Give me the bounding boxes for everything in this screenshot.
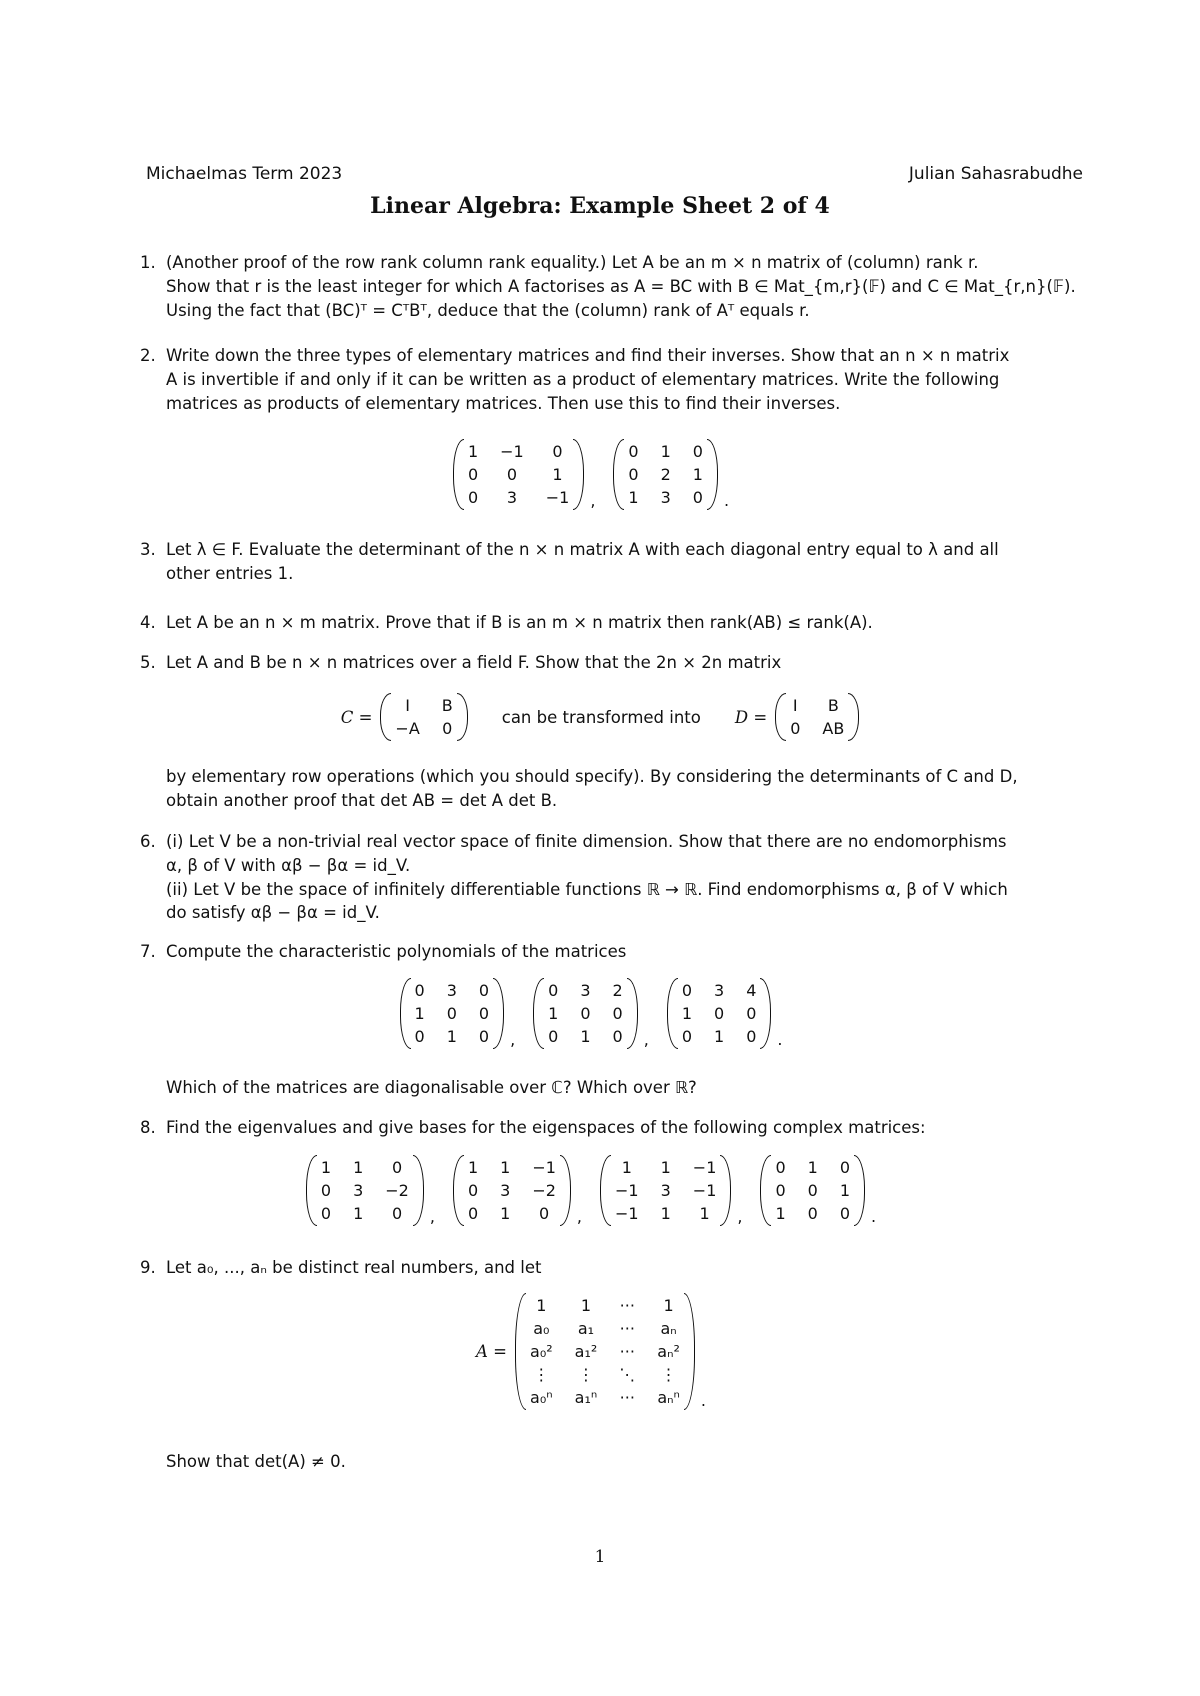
- matrix-entry: B: [827, 696, 839, 715]
- matrix-entry: 0: [775, 1181, 786, 1200]
- problem-3: [140, 538, 1084, 586]
- matrix-entry: 0: [467, 488, 479, 507]
- matrix-entry: 1: [699, 1204, 710, 1223]
- matrix-entry: 0: [478, 1004, 490, 1023]
- left-paren: [600, 1155, 611, 1226]
- matrix-entry: 0: [580, 1004, 591, 1023]
- matrix: [400, 978, 505, 1049]
- problem-line: (ii) Let V be the space of infinitely differentiable functions ℝ → ℝ. Find endomorphisms α, β of V which: [166, 879, 1008, 899]
- matrix-entry: −1: [615, 1204, 639, 1223]
- left-paren: [613, 439, 624, 510]
- matrix-entry: 2: [660, 465, 671, 484]
- matrix-entry: a₁²: [574, 1342, 598, 1361]
- matrix-entry: 0: [467, 1204, 479, 1223]
- matrix-entry: 0: [320, 1181, 332, 1200]
- matrix-entry: 1: [353, 1204, 364, 1223]
- matrix-entry: −2: [532, 1181, 556, 1200]
- matrix-entry: 0: [775, 1158, 786, 1177]
- matrix-entry: −A: [395, 719, 420, 738]
- matrix-entry: 1: [467, 1158, 479, 1177]
- right-paren: [413, 1155, 424, 1226]
- right-paren: [573, 439, 584, 510]
- matrix-entry: 3: [580, 981, 591, 1000]
- problem-line: (Another proof of the row rank column rank equality.) Let A be an m × n matrix of (column) rank r.: [166, 253, 979, 272]
- matrix: [613, 439, 718, 510]
- problem-4: [140, 611, 1084, 635]
- problem-5-continued: [140, 765, 1084, 813]
- matrix-entry: 1: [320, 1158, 332, 1177]
- left-paren: [775, 693, 786, 741]
- problem-number: 6.: [140, 832, 156, 851]
- matrix: [453, 439, 584, 510]
- problem-line: A is invertible if and only if it can be written as a product of elementary matrices. Write the following: [166, 369, 1000, 389]
- matrix-entry: −1: [545, 488, 570, 507]
- left-paren: [515, 1293, 526, 1410]
- left-paren: [380, 693, 391, 741]
- matrix-entry: 0: [807, 1204, 818, 1223]
- problem-line: obtain another proof that det AB = det A det B.: [166, 790, 558, 810]
- matrix-entry: ⋮: [577, 1365, 594, 1384]
- matrix-entry: 0: [467, 465, 479, 484]
- matrix-entry: 0: [692, 488, 703, 507]
- problem-line: Let λ ∈ F. Evaluate the determinant of the n × n matrix A with each diagonal entry equal to λ and all: [166, 540, 999, 559]
- matrix-entry: 0: [681, 1027, 693, 1046]
- problem-9: [140, 1256, 1084, 1280]
- matrix-entry: 1: [548, 1004, 559, 1023]
- matrix-entry: aₙ²: [657, 1342, 680, 1361]
- matrix-entry: 1: [775, 1204, 786, 1223]
- problem-line: Show that det(A) ≠ 0.: [166, 1452, 346, 1471]
- problem-number: 3.: [140, 540, 156, 559]
- problem-number: 7.: [140, 942, 156, 961]
- matrix-entry: 0: [628, 442, 639, 461]
- matrix-entry: 1: [500, 1158, 511, 1177]
- matrix-entry: 0: [746, 1027, 757, 1046]
- problem-7: [140, 940, 1084, 964]
- matrix: [533, 978, 638, 1049]
- left-paren: [453, 439, 464, 510]
- problem-8: [140, 1116, 1084, 1140]
- problem-line: other entries 1.: [166, 563, 294, 583]
- matrix-entry: 3: [506, 488, 518, 507]
- matrix: [667, 978, 772, 1049]
- matrix-entry: 3: [446, 981, 457, 1000]
- problem-5-display: [0, 693, 1200, 741]
- matrix-entry: 0: [548, 981, 559, 1000]
- matrix-entry: 1: [660, 442, 671, 461]
- matrix-entry: 1: [580, 1296, 592, 1315]
- matrix-entry: aₙⁿ: [657, 1388, 680, 1407]
- matrix-entry: 1: [681, 1004, 693, 1023]
- matrix-entry: 0: [612, 1027, 623, 1046]
- matrix-entry: −1: [615, 1181, 639, 1200]
- matrix-entry: −1: [500, 442, 524, 461]
- matrix-entry: 1: [692, 465, 703, 484]
- matrix-entry: ···: [619, 1388, 635, 1407]
- matrix-entry: B: [441, 696, 453, 715]
- matrix: [760, 1155, 865, 1226]
- problem-2-matrices: 1 −1 0 0 0 1 0 3 −1 , 0 1 0 0 2 1 1 3 0 .: [0, 439, 1200, 510]
- right-paren: [720, 1155, 731, 1226]
- matrix-entry: ⋮: [660, 1365, 677, 1384]
- matrix: [453, 1155, 571, 1226]
- problem-5: [140, 651, 1084, 675]
- matrix-entry: AB: [822, 719, 845, 738]
- problem-number: 9.: [140, 1258, 156, 1277]
- matrix-entry: 3: [500, 1181, 511, 1200]
- left-paren: [667, 978, 678, 1049]
- problem-line: Using the fact that (BC)ᵀ = CᵀBᵀ, deduce that the (column) rank of Aᵀ equals r.: [166, 300, 810, 320]
- right-paren: [707, 439, 718, 510]
- matrix-entry: a₁: [577, 1319, 595, 1338]
- right-paren: [457, 693, 468, 741]
- matrix-entry: 0: [391, 1204, 403, 1223]
- problem-9-continued: [140, 1450, 1084, 1474]
- problem-line: Write down the three types of elementary matrices and find their inverses. Show that an n × n matrix: [166, 346, 1010, 365]
- problem-number: 5.: [140, 653, 156, 672]
- matrix-entry: 0: [414, 1027, 425, 1046]
- matrix-entry: 1: [663, 1296, 674, 1315]
- right-paren: [760, 978, 771, 1049]
- matrix-entry: 1: [552, 465, 563, 484]
- matrix-entry: 1: [807, 1158, 818, 1177]
- problem-line: Which of the matrices are diagonalisable over ℂ? Which over ℝ?: [166, 1078, 697, 1097]
- term-label: Michaelmas Term 2023: [146, 164, 343, 184]
- matrix-entry: I: [405, 696, 410, 715]
- matrix-entry: 3: [714, 981, 725, 1000]
- matrix-entry: 0: [746, 1004, 757, 1023]
- matrix-entry: 0: [692, 442, 703, 461]
- problem-line: do satisfy αβ − βα = id_V.: [166, 903, 380, 923]
- problem-number: 8.: [140, 1118, 156, 1137]
- right-paren: [684, 1293, 695, 1410]
- problem-number: 4.: [140, 613, 156, 632]
- matrix-entry: 1: [467, 442, 479, 461]
- matrix-entry: ···: [619, 1342, 635, 1361]
- matrix-entry: 0: [478, 1027, 490, 1046]
- a-label: A =: [476, 1342, 508, 1361]
- author-label: Julian Sahasrabudhe: [908, 164, 1083, 184]
- problem-7-matrices: 0 3 0 1 0 0 0 1 0 , 0 3 2 1 0 0 0 1 0 , 0 3 4 1 0 0 0 1 0 .: [0, 978, 1200, 1049]
- problem-line: Let a₀, ..., aₙ be distinct real numbers, and let: [166, 1258, 542, 1277]
- matrix: [775, 693, 859, 741]
- matrix-entry: 0: [714, 1004, 725, 1023]
- matrix-entry: a₀ⁿ: [530, 1388, 553, 1407]
- matrix-entry: 1: [446, 1027, 457, 1046]
- matrix-entry: I: [792, 696, 798, 715]
- matrix-entry: 0: [839, 1204, 851, 1223]
- problem-number: 1.: [140, 253, 156, 272]
- problem-number: 2.: [140, 346, 156, 365]
- matrix-entry: −2: [385, 1181, 409, 1200]
- matrix-entry: −1: [532, 1158, 556, 1177]
- problem-6: [140, 830, 1084, 925]
- matrix-entry: a₁ⁿ: [574, 1388, 598, 1407]
- matrix-entry: 1: [628, 488, 639, 507]
- matrix-entry: 0: [506, 465, 518, 484]
- left-paren: [533, 978, 544, 1049]
- matrix-entry: a₀: [533, 1319, 550, 1338]
- matrix-entry: ⋱: [619, 1365, 636, 1384]
- right-paren: [627, 978, 638, 1049]
- matrix-entry: 0: [552, 442, 563, 461]
- matrix-entry: 0: [807, 1181, 818, 1200]
- matrix-entry: 3: [660, 1181, 671, 1200]
- matrix-entry: 1: [839, 1181, 851, 1200]
- matrix: [306, 1155, 424, 1226]
- matrix-entry: 0: [548, 1027, 559, 1046]
- left-paren: [760, 1155, 771, 1226]
- matrix-entry: 0: [612, 1004, 623, 1023]
- matrix-entry: 2: [612, 981, 623, 1000]
- left-paren: [306, 1155, 317, 1226]
- matrix-entry: 0: [539, 1204, 550, 1223]
- matrix: [380, 693, 467, 741]
- matrix-entry: 1: [660, 1158, 671, 1177]
- transform-text: can be transformed into: [501, 707, 701, 727]
- matrix-entry: 1: [353, 1158, 364, 1177]
- matrix-entry: 0: [414, 981, 425, 1000]
- left-paren: [400, 978, 411, 1049]
- problem-line: Let A be an n × m matrix. Prove that if B is an m × n matrix then rank(AB) ≤ rank(A).: [166, 613, 873, 632]
- right-paren: [848, 693, 859, 741]
- matrix-entry: ···: [619, 1296, 635, 1315]
- left-paren: [453, 1155, 464, 1226]
- matrix-entry: 0: [839, 1158, 851, 1177]
- matrix-entry: 1: [621, 1158, 632, 1177]
- page-number: 1: [594, 1547, 606, 1567]
- matrix-entry: 4: [746, 981, 757, 1000]
- c-label: C =: [340, 707, 373, 727]
- problem-line: by elementary row operations (which you should specify). By considering the determinants of C and D,: [166, 767, 1018, 786]
- matrix-entry: 1: [714, 1027, 725, 1046]
- matrix-entry: 1: [500, 1204, 511, 1223]
- matrix-entry: 1: [536, 1296, 547, 1315]
- matrix-entry: aₙ: [660, 1319, 677, 1338]
- right-paren: [560, 1155, 571, 1226]
- matrix-entry: 1: [414, 1004, 425, 1023]
- problem-7-continued: [140, 1076, 1084, 1100]
- matrix-entry: 3: [660, 488, 671, 507]
- d-label: D =: [734, 707, 768, 727]
- right-paren: [854, 1155, 865, 1226]
- matrix-entry: ⋮: [533, 1365, 550, 1384]
- matrix-entry: 3: [353, 1181, 364, 1200]
- matrix-entry: −1: [692, 1181, 717, 1200]
- matrix: [515, 1293, 695, 1410]
- matrix-entry: 1: [580, 1027, 591, 1046]
- problem-line: α, β of V with αβ − βα = id_V.: [166, 855, 411, 875]
- matrix-entry: ···: [619, 1319, 635, 1338]
- matrix-entry: 0: [446, 1004, 457, 1023]
- right-paren: [493, 978, 504, 1049]
- problem-line: Compute the characteristic polynomials of the matrices: [166, 942, 627, 961]
- matrix-entry: −1: [692, 1158, 717, 1177]
- matrix-entry: 0: [467, 1181, 479, 1200]
- matrix-entry: 0: [790, 719, 801, 738]
- problem-9-display: A = 1 1 ··· 1 a₀ a₁ ··· aₙ a₀² a₁² ··· aₙ² ⋮ ⋮ ⋱ ⋮ a₀ⁿ a₁ⁿ ··· aₙⁿ .: [0, 1293, 1200, 1410]
- matrix-entry: 0: [681, 981, 693, 1000]
- problem-2: [140, 344, 1084, 415]
- problem-line: Let A and B be n × n matrices over a field F. Show that the 2n × 2n matrix: [166, 653, 782, 672]
- matrix-entry: a₀²: [530, 1342, 553, 1361]
- problem-line: Show that r is the least integer for which A factorises as A = BC with B ∈ Mat_{m,r}(𝔽) and C ∈ Mat_{r,n}(𝔽).: [166, 276, 1076, 296]
- page-title: Linear Algebra: Example Sheet 2 of 4: [370, 193, 830, 219]
- problem-1: [140, 251, 1084, 322]
- matrix-entry: 0: [478, 981, 490, 1000]
- matrix-entry: 1: [660, 1204, 671, 1223]
- matrix-entry: 0: [320, 1204, 332, 1223]
- problem-line: Find the eigenvalues and give bases for the eigenspaces of the following complex matrices:: [166, 1118, 926, 1137]
- matrix-entry: 0: [628, 465, 639, 484]
- problem-8-matrices: 1 1 0 0 3 −2 0 1 0 , 1 1 −1 0 3 −2 0 1 0 , 1 1 −1 −1 3 −1 −1 1 1 , 0 1 0 0 0 1 1 0 0 .: [0, 1155, 1200, 1226]
- matrix: [600, 1155, 731, 1226]
- matrix-entry: 0: [391, 1158, 403, 1177]
- problem-line: matrices as products of elementary matrices. Then use this to find their inverses.: [166, 393, 841, 413]
- problem-line: (i) Let V be a non-trivial real vector space of finite dimension. Show that there are no endomorphisms: [166, 832, 1007, 851]
- matrix-entry: 0: [442, 719, 453, 738]
